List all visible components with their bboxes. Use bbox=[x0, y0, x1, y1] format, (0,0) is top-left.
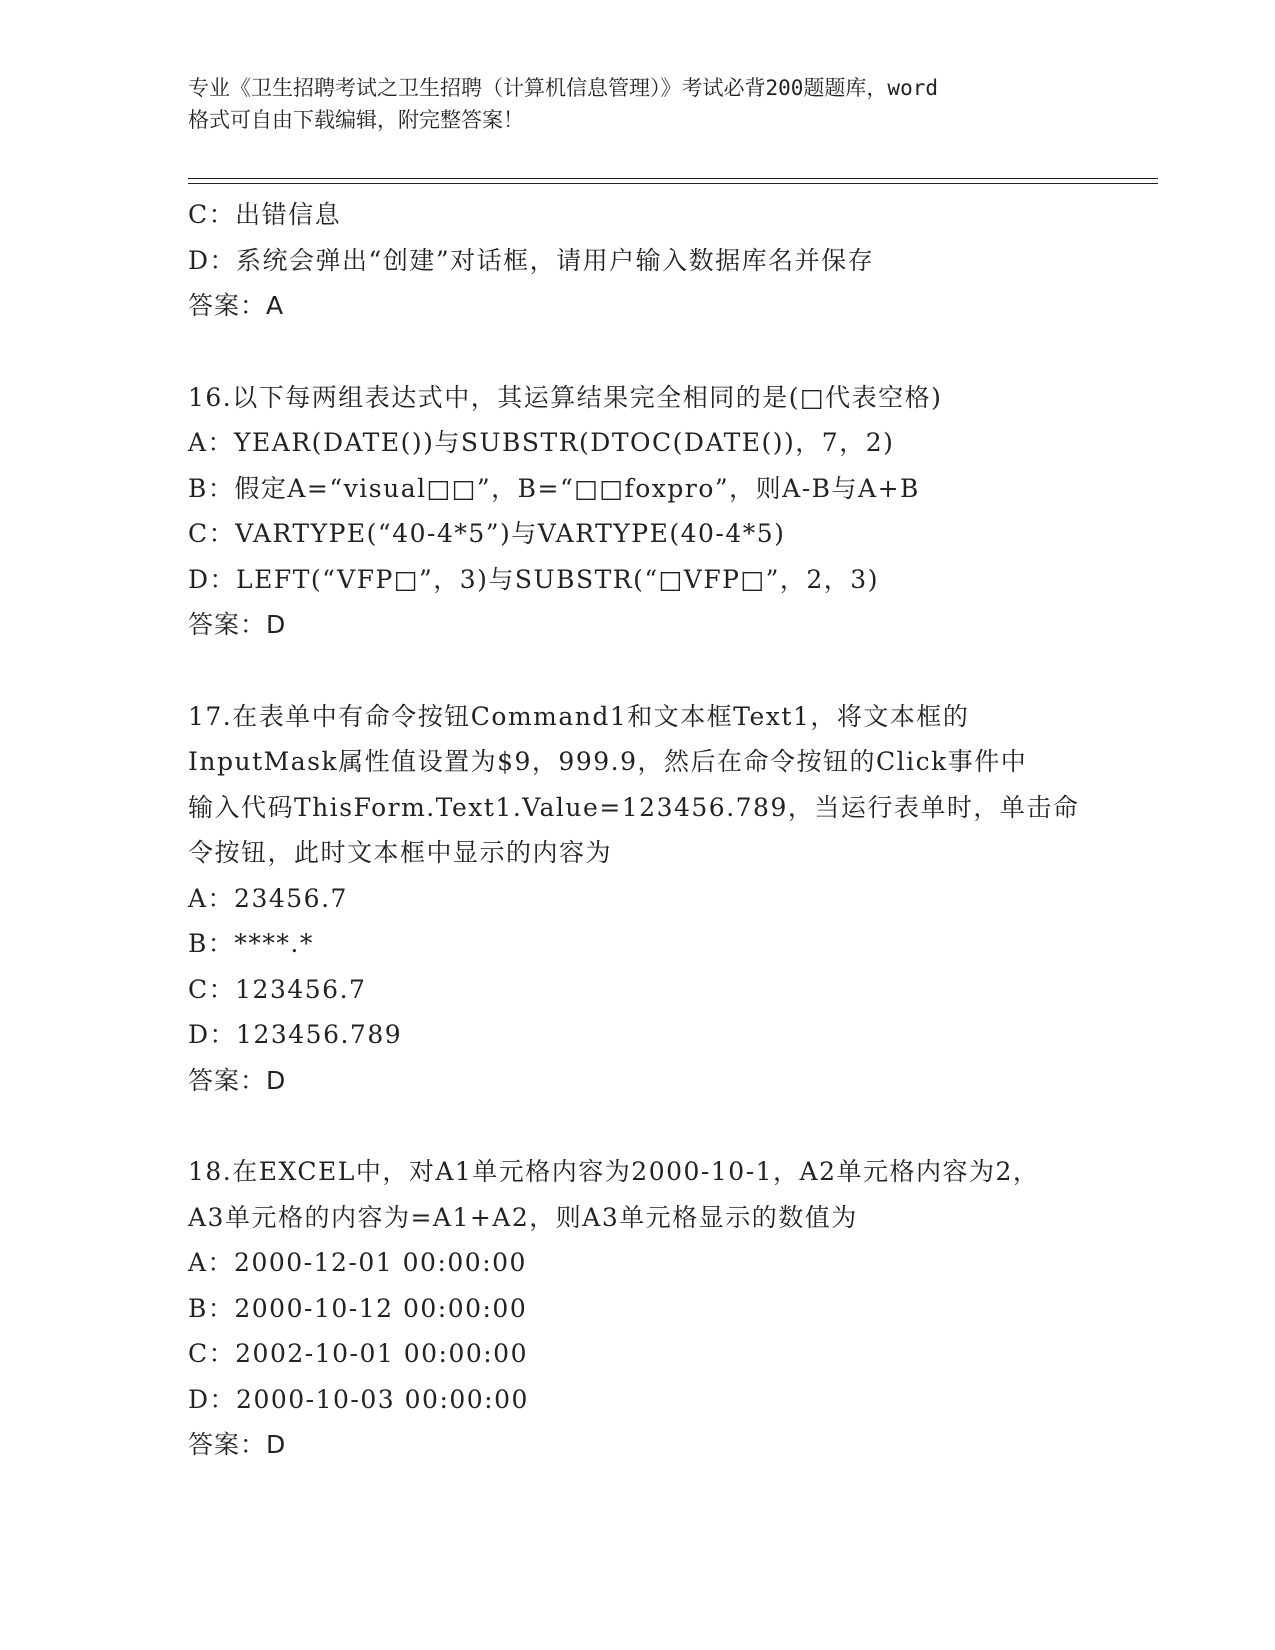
question-stem: 输入代码ThisForm.Text1.Value=123456.789，当运行表单时，单击命 bbox=[188, 792, 1080, 822]
option-d: D：2000-10-03 00:00:00 bbox=[188, 1384, 529, 1414]
question-stem: 令按钮，此时文本框中显示的内容为 bbox=[188, 838, 613, 867]
question-stem: 17.在表单中有命令按钮Command1和文本框Text1，将文本框的 bbox=[188, 701, 970, 731]
option-c: C：2002-10-01 00:00:00 bbox=[188, 1339, 528, 1368]
spacer bbox=[188, 1103, 1088, 1149]
answer-line: 答案：D bbox=[188, 610, 287, 639]
option-b: B：假定A=“visual□□”，B=“□□foxpro”，则A-B与A+B bbox=[188, 473, 920, 503]
question-15-continuation bbox=[188, 192, 1088, 329]
option-a: A：2000-12-01 00:00:00 bbox=[188, 1248, 527, 1277]
option-a: A：YEAR(DATE())与SUBSTR(DTOC(DATE())，7，2) bbox=[188, 428, 895, 457]
option-b: B：2000-10-12 00:00:00 bbox=[188, 1293, 528, 1323]
spacer bbox=[188, 329, 1088, 375]
question-18 bbox=[188, 1149, 1088, 1468]
question-stem: InputMask属性值设置为$9，999.9，然后在命令按钮的Click事件中 bbox=[188, 747, 1028, 776]
option-c: C：123456.7 bbox=[188, 974, 367, 1004]
header-line-1: 专业《卫生招聘考试之卫生招聘（计算机信息管理）》考试必背200题题库，word bbox=[188, 76, 938, 100]
question-stem: 16.以下每两组表达式中，其运算结果完全相同的是(□代表空格) bbox=[188, 382, 943, 412]
spacer bbox=[188, 648, 1088, 694]
header-divider-top bbox=[188, 178, 1158, 179]
option-b: B：****.* bbox=[188, 929, 314, 958]
answer-line: 答案：A bbox=[188, 291, 285, 320]
option-d: D：123456.789 bbox=[188, 1020, 403, 1049]
option-a: A：23456.7 bbox=[188, 883, 348, 913]
document-body bbox=[188, 192, 1088, 1468]
question-stem: A3单元格的内容为=A1+A2，则A3单元格显示的数值为 bbox=[188, 1202, 858, 1232]
question-16 bbox=[188, 375, 1088, 648]
option-d: D：系统会弹出“创建”对话框，请用户输入数据库名并保存 bbox=[188, 245, 875, 275]
option-c: C：出错信息 bbox=[188, 200, 342, 229]
option-c: C：VARTYPE(“40-4*5”)与VARTYPE(40-4*5) bbox=[188, 519, 786, 548]
document-header bbox=[188, 72, 1088, 136]
header-line-2: 格式可自由下载编辑，附完整答案！ bbox=[188, 108, 524, 132]
header-divider-bottom bbox=[188, 183, 1158, 184]
question-17 bbox=[188, 694, 1088, 1104]
answer-line: 答案：D bbox=[188, 1065, 287, 1095]
question-stem: 18.在EXCEL中，对A1单元格内容为2000-10-1，A2单元格内容为2， bbox=[188, 1157, 1040, 1186]
option-d: D：LEFT(“VFP□”，3)与SUBSTR(“□VFP□”，2，3) bbox=[188, 564, 879, 594]
answer-line: 答案：D bbox=[188, 1430, 287, 1459]
